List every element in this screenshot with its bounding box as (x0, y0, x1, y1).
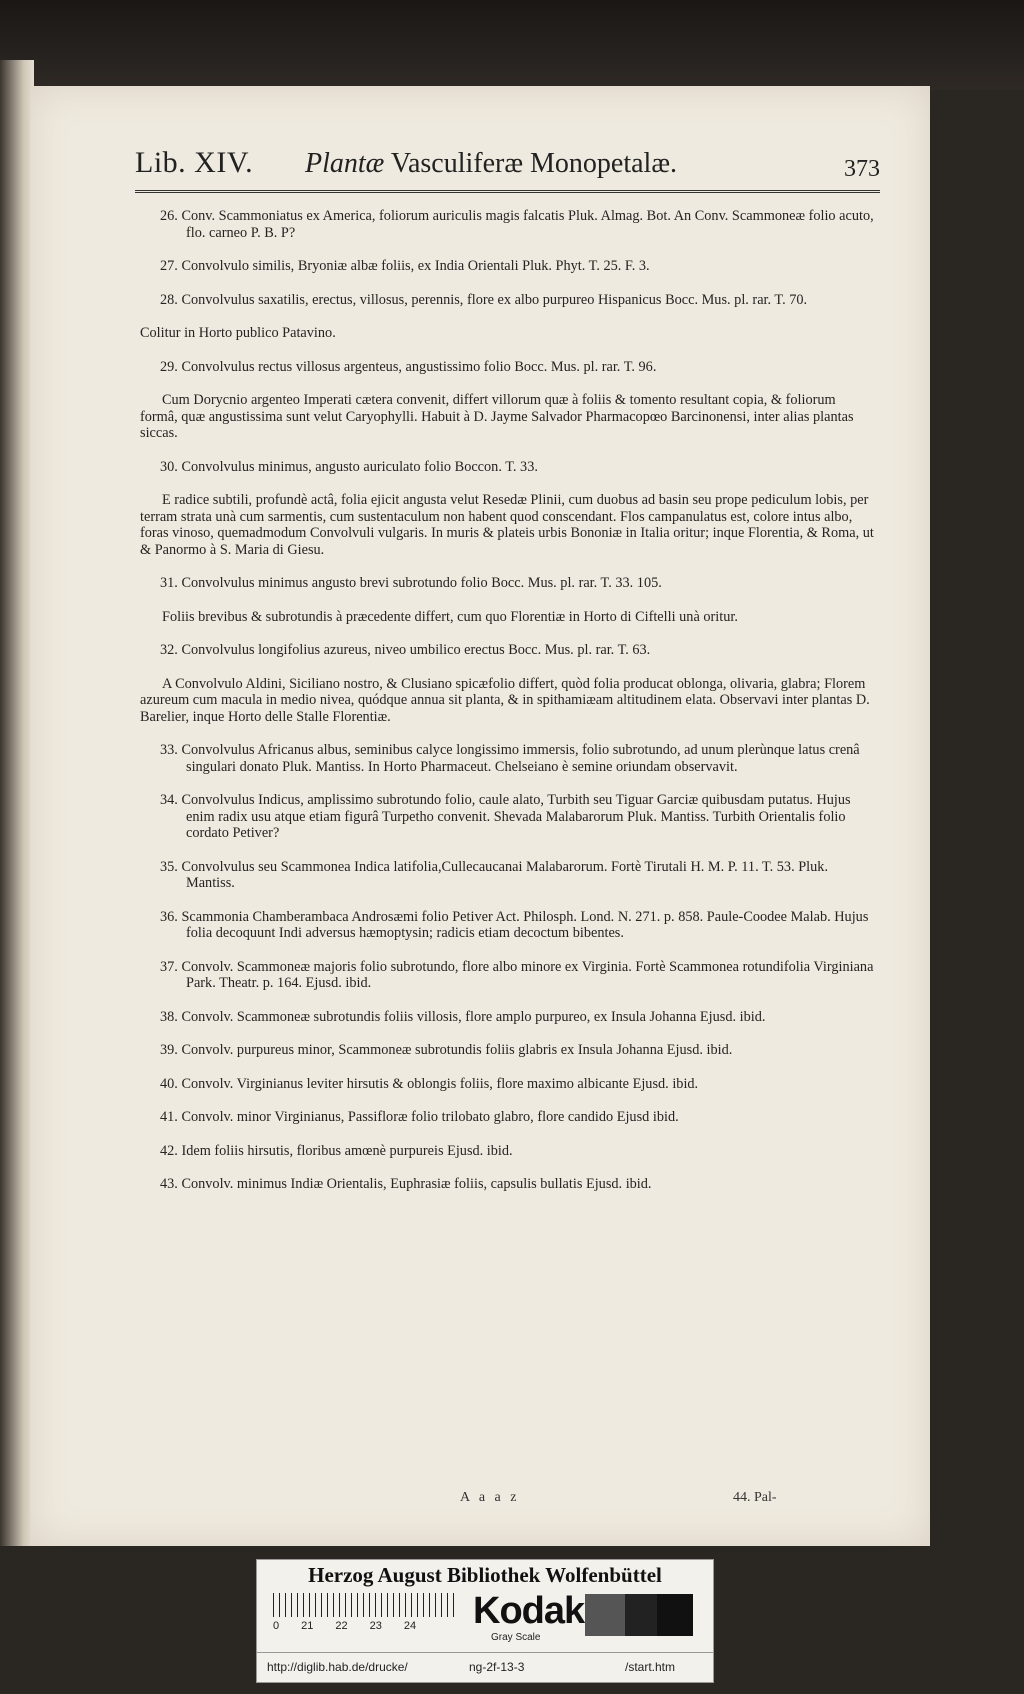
ruler-scale (273, 1593, 458, 1617)
ruler-number: 22 (335, 1620, 348, 1632)
library-url: http://diglib.hab.de/drucke/ (267, 1660, 408, 1674)
entry-35: 35. Convolvulus seu Scammonea Indica latifolia,Cullecaucanai Malabarorum. Fortè Tirutali H. M. P. 11. T. 53. Pluk. Mantiss. (160, 858, 829, 891)
entry-39: 39. Convolv. purpureus minor, Scammoneæ subrotundis foliis glabris ex Insula Johanna Ejusd. ibid. (160, 1042, 733, 1058)
entry-29: 29. Convolvulus rectus villosus argenteus, angustissimo folio Bocc. Mus. pl. rar. T. 96. (160, 358, 657, 375)
book-section: Lib. XIV. (135, 146, 254, 179)
entry-31: 31. Convolvulus minimus angusto brevi subrotundo folio Bocc. Mus. pl. rar. T. 33. 105. (160, 575, 662, 591)
entry-42: 42. Idem foliis hirsutis, floribus amœnè purpureis Ejusd. ibid. (160, 1142, 513, 1159)
entry-43: 43. Convolv. minimus Indiæ Orientalis, Euphrasiæ foliis, capsulis bullatis Ejusd. ibid. (160, 1176, 652, 1192)
entry-33: 33. Convolvulus Africanus albus, seminibus calyce longissimo immersis, folio subrotundo, ad unum plerùnque latus crenâ singulari donato Pluk. Mantiss. In Horto Pharmaceut. Chelseiano è semine oriundam observavit. (160, 742, 860, 775)
paragraph: E radice subtili, profundè actâ, folia ejicit angusta velut Resedæ Plinii, cum duobus ad basin seu prope pediculum lobis, per terram strata unà cum sarmentis, cum sustentaculum non habent quod conscendant. Flos campanulatus est, colore intus albo, foras vinoso, quemadmodum Convolvuli vulgaris. In muris & plateis urbis Bononiæ in Italia oritur; inque Florentia, & Roma, ut & Panormo à S. Maria di Giesu. (140, 492, 874, 558)
entry-37: 37. Convolv. Scammoneæ majoris folio subrotundo, flore albo minore ex Virginia. Fortè Scammonea rotundifolia Virginiana Park. Theatr. p. 164. Ejusd. ibid. (160, 958, 874, 991)
header-title (305, 148, 677, 180)
gray-swatch (625, 1594, 657, 1636)
library-color-card (256, 1559, 714, 1683)
gray-scale-label: Gray Scale (491, 1632, 541, 1643)
entry-34: 34. Convolvulus Indicus, amplissimo subrotundo folio, caule alato, Turbith seu Tiguar Garciæ quibusdam putatus. Hujus enim radix usu atque etiam figurâ Turpetho convenit. Shevada Malabarorum Pluk. Mantiss. Turbith Orientalis folio cordato Petiver? (160, 792, 851, 841)
entry-26: 26. Conv. Scammoniatus ex America, foliorum auriculis magis falcatis Pluk. Almag. Bot. An Conv. Scammoneæ folio acuto, flo. carneo P. B. P? (160, 208, 874, 241)
entry-38: 38. Convolv. Scammoneæ subrotundis foliis villosis, flore amplo purpureo, ex Insula Johanna Ejusd. ibid. (160, 1008, 766, 1025)
library-name: Herzog August Bibliothek Wolfenbüttel (308, 1563, 662, 1587)
start-page: /start.htm (625, 1660, 676, 1674)
paragraph: Foliis brevibus & subrotundis à præcedente differt, cum quo Florentiæ in Horto di Ciftelli unà oritur. (162, 608, 738, 625)
card-footer (257, 1652, 713, 1681)
ruler-numbers (273, 1620, 458, 1632)
signature-mark: A a a z (460, 1490, 520, 1505)
shelfmark: ng-2f-13-3 (469, 1660, 525, 1674)
page-number: 373 (844, 156, 880, 182)
ruler-number: 24 (403, 1620, 417, 1632)
entry-30: 30. Convolvulus minimus, angusto auriculato folio Boccon. T. 33. (160, 458, 538, 475)
header-title-italic: Plantæ (305, 148, 385, 179)
header-title-rest: Vasculiferæ Monopetalæ. (390, 148, 678, 179)
gray-swatch (657, 1594, 693, 1636)
paragraph: Cum Dorycnio argenteo Imperati cætera convenit, differt villorum quæ à foliis & tomento resultant copia, & foliorum formâ, quæ angustissima sunt velut Caryophylli. Habuit à D. Jayme Salvador Pharmacopœo Barcinonensi, inter alias plantas siccas. (140, 392, 854, 441)
entry-28: 28. Convolvulus saxatilis, erectus, villosus, perennis, flore ex albo purpureo Hispanicus Bocc. Mus. pl. rar. T. 70. (160, 291, 808, 308)
kodak-logo: Kodak (473, 1590, 585, 1632)
gray-swatch (585, 1594, 625, 1636)
ruler-number: 21 (301, 1620, 314, 1632)
page-body (140, 208, 876, 1210)
entry-36: 36. Scammonia Chamberambaca Androsæmi folio Petiver Act. Philosph. Lond. N. 271. p. 858. Paule-Coodee Malab. Hujus folia decoquunt Indi adversus hæmoptysin; radicis etiam decoctum bibentes. (160, 908, 869, 941)
entry-32: 32. Convolvulus longifolius azureus, niveo umbilico erectus Bocc. Mus. pl. rar. T. 63. (160, 642, 651, 658)
running-header (135, 142, 880, 193)
entry-41: 41. Convolv. minor Virginianus, Passifloræ folio trilobato glabro, flore candido Ejusd ibid. (160, 1109, 679, 1125)
ruler-number: 23 (369, 1620, 382, 1632)
book-page (30, 86, 930, 1546)
scan-frame-top (0, 0, 1024, 90)
catchword: 44. Pal- (733, 1490, 777, 1505)
book-edge (0, 60, 34, 1560)
ruler-number: 0 (273, 1620, 280, 1632)
paragraph: A Convolvulo Aldini, Siciliano nostro, & Clusiano spicæfolio differt, quòd folia producat oblonga, olivaria, glabra; Florem azureum cum macula in medio nivea, quódque annua sit planta, & in spithamiæam altitudinem elata. Observavi inter plantas D. Barelier, inque Horto delle Stalle Florentiæ. (140, 675, 870, 725)
paragraph: Colitur in Horto publico Patavino. (140, 325, 336, 341)
entry-40: 40. Convolv. Virginianus leviter hirsutis & oblongis foliis, flore maximo albicante Ejusd. ibid. (160, 1075, 699, 1092)
entry-27: 27. Convolvulo similis, Bryoniæ albæ foliis, ex India Orientali Pluk. Phyt. T. 25. F. 3. (160, 258, 650, 274)
